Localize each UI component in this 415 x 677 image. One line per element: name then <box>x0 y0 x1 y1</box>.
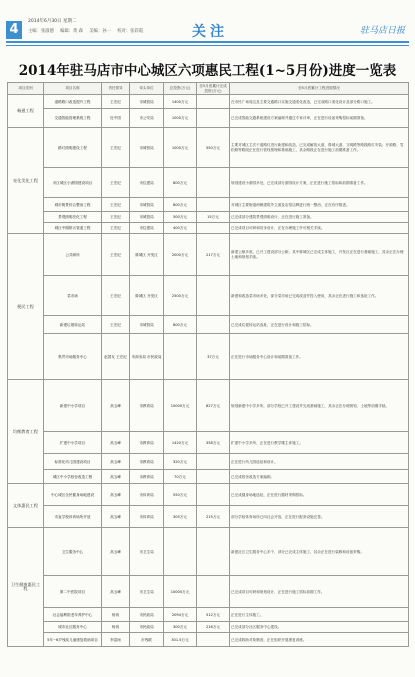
project-name: 公共厕所 <box>44 234 102 276</box>
completed-investment <box>197 316 230 334</box>
chief-editor: 主编：张淑德 <box>28 29 54 34</box>
progress-text: 新建社区卫生服务中心多个，部分已完成主体施工，其余正在进行装修和设备采购。 <box>230 528 409 576</box>
project-name: 城市社区服务中心 <box>44 622 102 633</box>
total-investment: 1000万元 <box>164 109 197 128</box>
col-header-leader: 责任领导 <box>102 83 130 95</box>
completed-investment: 358万元 <box>197 432 230 454</box>
progress-text: 正在进行市场服务中心设计和前期准备工作。 <box>230 334 409 380</box>
col-header-category: 项目类别 <box>8 83 44 95</box>
category-cell: 文体惠民工程 <box>8 484 44 528</box>
table-row <box>8 334 409 380</box>
project-name: 社会福利院老年养护中心 <box>44 608 102 622</box>
project-name: 第二中医院项目 <box>44 576 102 608</box>
total-investment: 1420万元 <box>164 432 197 454</box>
completed-investment: 15万元 <box>197 212 230 223</box>
unit: 市教育局 <box>130 454 164 470</box>
project-name: 城区中小学校舍改造工程 <box>44 470 102 484</box>
unit: 市教育局 <box>130 432 164 454</box>
unit: 市住建局 <box>130 168 164 198</box>
section-title: 关注 <box>192 24 228 40</box>
progress-text: 已完成健身场地选址，正在进行器材采购招标。 <box>230 484 409 506</box>
total-investment: 2500万元 <box>164 276 197 316</box>
header-rule <box>6 41 409 43</box>
editor-credits <box>28 28 148 34</box>
leader: 王宏纪 <box>102 316 130 334</box>
completed-investment: 37万元 <box>197 334 230 380</box>
total-investment: 320万元 <box>164 454 197 470</box>
progress-text: 已完成部分社区服务中心建设。 <box>230 622 409 633</box>
leader: 高玉峰 <box>102 470 130 484</box>
completed-investment: 827万元 <box>197 380 230 432</box>
category-cell: 畅通工程 <box>8 95 44 128</box>
total-investment: 2000万元 <box>164 234 197 276</box>
leader: 王宏纪 <box>102 212 130 223</box>
unit: 市民政局 <box>130 608 164 622</box>
table-row <box>8 168 409 198</box>
total-investment <box>164 528 197 576</box>
header-rule-thin <box>6 45 409 46</box>
col-header-unit: 牵头单位 <box>130 83 164 95</box>
unit: 市公安局 <box>130 109 164 128</box>
table-row <box>8 316 409 334</box>
completed-investment <box>197 168 230 198</box>
leader: 杜中国 <box>102 109 130 128</box>
article-title: 2014年驻马店市中心城区六项惠民工程(1~5月份)进度一览表 <box>18 63 397 79</box>
total-investment: 800万元 <box>164 198 197 212</box>
table-row <box>8 109 409 128</box>
progress-text: 已完成项目可研和规划设计，正在进行施工招标前期工作。 <box>230 576 409 608</box>
total-investment: 10000万元 <box>164 380 197 432</box>
project-name: 城区中期排污管道工程 <box>44 223 102 234</box>
total-investment: 800万元 <box>164 168 197 198</box>
project-name: 道路路口改造提升工程 <box>44 95 102 109</box>
issue-date: 2014年6月30日 星期二 <box>28 19 77 24</box>
project-name: 中心城区全民健身场地建设 <box>44 484 102 506</box>
project-name: 景观照明亮化工程 <box>44 212 102 223</box>
table-row <box>8 622 409 633</box>
table-row <box>8 506 409 528</box>
table-row <box>8 528 409 576</box>
completed-investment: 512万元 <box>197 608 230 622</box>
col-header-done: 至5月底累计完成投资(万元) <box>197 83 230 95</box>
table-row <box>8 484 409 506</box>
completed-investment: 215万元 <box>197 506 230 528</box>
unit: 市城管局 <box>130 212 164 223</box>
total-investment: 300万元 <box>164 622 197 633</box>
table-row <box>8 223 409 234</box>
completed-investment: 550万元 <box>197 128 230 168</box>
total-investment: 800万元 <box>164 316 197 334</box>
total-investment: 2094万元 <box>164 608 197 622</box>
progress-text: 已完成部分建筑景观照明设计，正在进行施工准备。 <box>230 212 409 223</box>
table-row <box>8 432 409 454</box>
unit: 市城管局 <box>130 316 164 334</box>
total-investment: 1000万元 <box>164 128 197 168</box>
table-row <box>8 608 409 622</box>
project-name: 扩建中小学项目 <box>44 432 102 454</box>
completed-investment <box>197 454 230 470</box>
category-cell: 均衡教育工程 <box>8 380 44 484</box>
leader: 高玉峰 <box>102 528 130 576</box>
progress-table <box>7 82 409 647</box>
unit: 市民政局 <box>130 622 164 633</box>
total-investment: 500万元 <box>164 212 197 223</box>
table-row <box>8 633 409 647</box>
table-row <box>8 212 409 223</box>
completed-investment: 217万元 <box>197 234 230 276</box>
category-cell: 便民工程 <box>8 234 44 380</box>
project-name: 标准化幼儿园建设项目 <box>44 454 102 470</box>
progress-text: 主要对城区主次干道路灯进行新建和改造，已完成解放大道、驿城大道、文明路等路段路灯安装；开源路、雪松路等路段正在进行管线预埋和基础施工，其余路段正在进行施工前期准备工作。 <box>230 128 409 168</box>
total-investment: 301.5万元 <box>164 633 197 647</box>
table-row <box>8 454 409 470</box>
leader: 王宏纪 <box>102 128 130 168</box>
unit: 市卫生局 <box>130 528 164 576</box>
table-row <box>8 234 409 276</box>
unit: 市住建局 <box>130 223 164 234</box>
progress-text: 已完成垃圾转运站选址，正在进行设计和施工招标。 <box>230 316 409 334</box>
unit: 市城管局 <box>130 128 164 168</box>
table-header-row <box>8 83 409 95</box>
total-investment: 10000万元 <box>164 576 197 608</box>
project-name: 路灯照明建设工程 <box>44 128 102 168</box>
completed-investment <box>197 276 230 316</box>
unit: 市教育局 <box>130 470 164 484</box>
table-row <box>8 95 409 109</box>
completed-investment <box>197 484 230 506</box>
unit: 驿城区 开发区 <box>130 234 164 276</box>
table-row <box>8 198 409 212</box>
table-row <box>8 128 409 168</box>
unit: 市城管局 <box>130 95 164 109</box>
unit: 市卫生局 <box>130 576 164 608</box>
page-number: 4 <box>6 21 22 39</box>
leader: 高玉峰 <box>102 454 130 470</box>
total-investment: 400万元 <box>164 223 197 234</box>
completed-investment <box>197 528 230 576</box>
progress-text: 已完成校舍改造方案编制。 <box>230 470 409 484</box>
project-name: 市区城区小游园建设项目 <box>44 168 102 198</box>
total-investment: 70万元 <box>164 470 197 484</box>
unit: 市体育局 <box>130 506 164 528</box>
page-header <box>0 0 415 54</box>
table-row <box>8 576 409 608</box>
project-name: 菜市场 <box>44 276 102 316</box>
progress-text: 正在进行主体施工。 <box>230 608 409 622</box>
art-editor: 美编：孙一 <box>89 29 111 34</box>
completed-investment <box>197 470 230 484</box>
leader: 高玉峰 <box>102 484 130 506</box>
col-header-total: 总投资(万元) <box>164 83 197 95</box>
unit: 市教育局 <box>130 380 164 432</box>
unit: 市城管局 <box>130 198 164 212</box>
project-name: 市直学校体育场所开放 <box>44 506 102 528</box>
leader: 王宏纪 <box>102 198 130 212</box>
progress-text: 在市民广场周边及主要交通路口实施交通渠化改造，已完成路口渠化设计及部分路口施工。 <box>230 95 409 109</box>
unit: 市体育局 <box>130 484 164 506</box>
col-header-name: 项目名称 <box>44 83 102 95</box>
leader: 王宏纪 <box>102 223 130 234</box>
category-cell: 亮化美化工程 <box>8 128 44 234</box>
progress-table-container <box>7 82 408 647</box>
leader: 赵国友 王宏纪 <box>102 334 130 380</box>
leader: 王宏纪 <box>102 95 130 109</box>
total-investment: 1400万元 <box>164 95 197 109</box>
completed-investment <box>197 223 230 234</box>
proofreader: 校对：张彩霞 <box>117 29 144 34</box>
project-name: 5年~6岁残疾儿童康复救助项目 <box>44 633 102 647</box>
project-name: 交通智能管理系统工程 <box>44 109 102 128</box>
leader: 高玉峰 <box>102 432 130 454</box>
editor: 编辑：黄 森 <box>60 29 84 34</box>
completed-investment <box>197 95 230 109</box>
progress-text: 正在进行幼儿园选址和设计。 <box>230 454 409 470</box>
leader: 王宏纪 <box>102 168 130 198</box>
completed-investment <box>197 576 230 608</box>
progress-text: 已完成项目可研和初步设计，正在办理施工许可相关手续。 <box>230 223 409 234</box>
unit: 驿城区 开发区 <box>130 276 164 316</box>
progress-text: 扩建中小学多所，正在进行教学楼主体施工。 <box>230 432 409 454</box>
category-cell: 卫生健康惠民工程 <box>8 528 44 647</box>
total-investment: 305万元 <box>164 506 197 528</box>
progress-text: 新建公厕多座，已开工建设部分公厕，其中驿城区已完成主体施工，开发区正在进行基础施工，其余正在办理土地和规划手续。 <box>230 234 409 276</box>
paper-logo: 驻马店日报 <box>359 26 405 36</box>
leader: 王宏纪 <box>102 234 130 276</box>
progress-text: 对城区主要街道两侧建筑外立面及店招店牌进行统一整治，正在有序推进。 <box>230 198 409 212</box>
project-name: 城市街景综合整治工程 <box>44 198 102 212</box>
project-name: 新建垃圾转运站 <box>44 316 102 334</box>
table-row <box>8 470 409 484</box>
completed-investment <box>197 633 230 647</box>
completed-investment <box>197 109 230 128</box>
leader: 高玉峰 <box>102 506 130 528</box>
leader: 王宏纪 <box>102 276 130 316</box>
progress-text: 新建和改造菜市场多处，部分菜市场已完成改造并投入使用，其余正在进行施工和选址工作。 <box>230 276 409 316</box>
project-name: 卫生服务中心 <box>44 528 102 576</box>
leader: 高玉峰 <box>102 576 130 608</box>
table-body <box>8 95 409 647</box>
total-investment <box>164 334 197 380</box>
progress-text: 已完成救助对象筛查，正在组织开展康复训练。 <box>230 633 409 647</box>
unit: 市商务局 市民政局 <box>130 334 164 380</box>
leader: 杨再 <box>102 622 130 633</box>
unit: 市残联 <box>130 633 164 647</box>
leader: 高玉峰 <box>102 380 130 432</box>
progress-text: 规划新建中小学多所，部分学校已开工建设并完成基础施工，其余正在办理规划、土地等前期手续。 <box>230 380 409 432</box>
table-row <box>8 276 409 316</box>
col-header-progress: 至5月底累计工程进展情况 <box>230 83 409 95</box>
progress-text: 部分学校体育场所已向社会开放，正在进行配套设施完善。 <box>230 506 409 528</box>
table-row <box>8 380 409 432</box>
completed-investment: 216万元 <box>197 622 230 633</box>
progress-text: 已完成智能交通系统建设方案编制并通过专家评审，正在进行设备采购招标前期准备。 <box>230 109 409 128</box>
project-name: 集贸市场服务中心 <box>44 334 102 380</box>
completed-investment <box>197 198 230 212</box>
leader: 李富雨 <box>102 633 130 647</box>
project-name: 新建中小学项目 <box>44 380 102 432</box>
total-investment: 550万元 <box>164 484 197 506</box>
leader: 杨再 <box>102 608 130 622</box>
progress-text: 规划建设小游园多处，已完成部分游园设计方案，正在进行施工招标和前期准备工作。 <box>230 168 409 198</box>
